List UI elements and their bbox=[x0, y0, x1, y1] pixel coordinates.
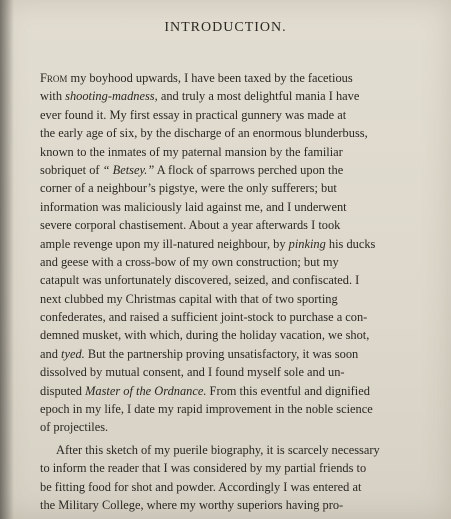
text-line: corner of a neighbour’s pigstye, were the only sufferers; but bbox=[40, 181, 337, 196]
body-text bbox=[40, 69, 430, 514]
text-line: disputed Master of the Ordnance. From this eventful and dignified bbox=[40, 383, 370, 398]
text-line: the early age of six, by the discharge of an enormous blunderbuss, bbox=[40, 126, 368, 141]
italic-phrase: “ Betsey.” bbox=[102, 162, 155, 177]
text-line: demned musket, with which, during the holiday vacation, we shot, bbox=[40, 328, 370, 343]
text-line: ever found it. My first essay in practical gunnery was made at bbox=[40, 107, 347, 122]
text-line: After this sketch of my puerile biography, it is scarcely necessary bbox=[56, 442, 380, 457]
text-line: known to the inmates of my paternal mansion by the familiar bbox=[40, 144, 343, 159]
text-line: be fitting food for shot and powder. Accordingly I was entered at bbox=[40, 479, 362, 494]
italic-phrase: shooting-madness bbox=[65, 89, 155, 104]
text-line: and tyed. But the partnership proving unsatisfactory, it was soon bbox=[40, 346, 359, 361]
drop-word: From bbox=[40, 71, 68, 85]
text-line: severe corporal chastisement. About a year afterwards I took bbox=[40, 218, 341, 233]
page-edge-shadow bbox=[0, 0, 14, 519]
text-line: information was maliciously laid against me, and I underwent bbox=[40, 199, 347, 214]
italic-phrase: pinking bbox=[288, 236, 326, 251]
text-line: From my boyhood upwards, I have been taxed by the facetious bbox=[40, 71, 353, 85]
text-line: and geese with a cross-bow of my own construction; but my bbox=[40, 254, 339, 269]
text-line: of projectiles. bbox=[40, 420, 109, 435]
text-line: ample revenge upon my ill-natured neighbour, by pinking his ducks bbox=[40, 236, 376, 251]
text-line: to inform the reader that I was considered by my partial friends to bbox=[40, 461, 367, 476]
text-line: confederates, and raised a sufficient joint-stock to purchase a con- bbox=[40, 310, 368, 325]
text-line: dissolved by mutual consent, and I found myself sole and un- bbox=[40, 365, 345, 380]
italic-phrase: Master of the Ordnance. bbox=[85, 383, 207, 398]
text-line: epoch in my life, I date my rapid improvement in the noble science bbox=[40, 402, 373, 417]
text-line: sobriquet of “ Betsey.” A flock of sparrows perched upon the bbox=[40, 162, 344, 177]
text-line: next clubbed my Christmas capital with that of two sporting bbox=[40, 291, 338, 306]
text-line: catapult was unfortunately discovered, seized, and confiscated. I bbox=[40, 273, 360, 288]
page-heading: INTRODUCTION. bbox=[164, 20, 287, 35]
text-line: the Military College, where my worthy superiors having pro- bbox=[40, 497, 344, 512]
italic-phrase: tyed. bbox=[61, 346, 85, 361]
text-line: with shooting-madness, and truly a most delightful mania I have bbox=[40, 89, 360, 104]
